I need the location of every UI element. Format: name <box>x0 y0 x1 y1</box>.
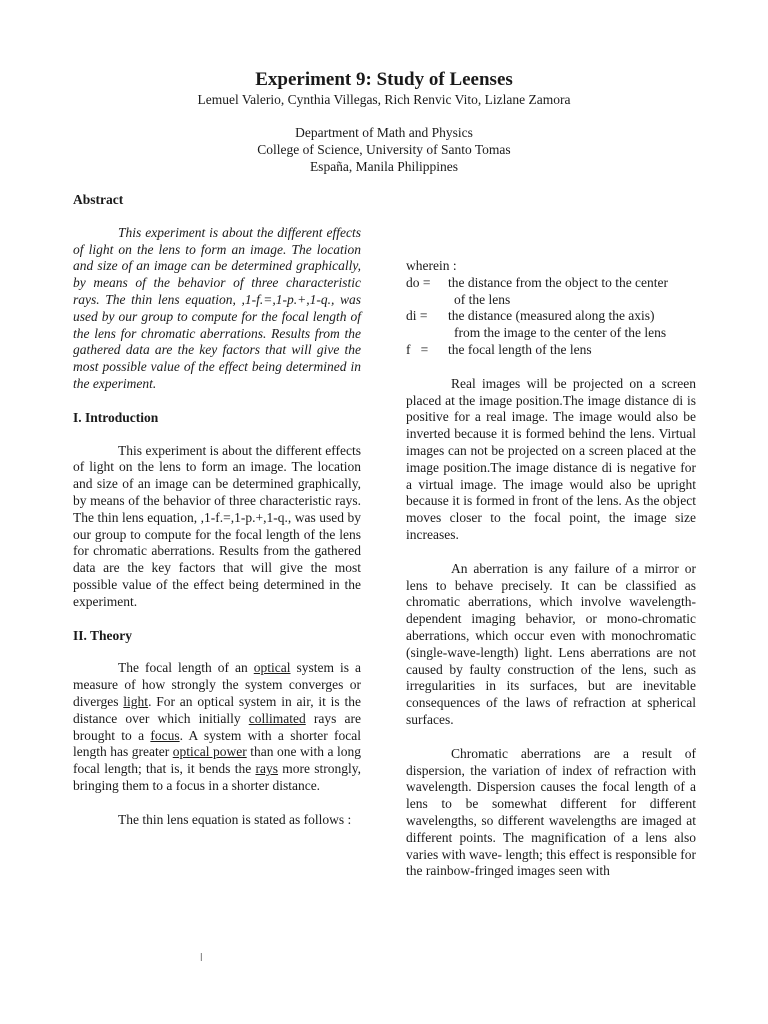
affiliation-location: España, Manila Philippines <box>309 159 459 174</box>
text-run: rays are brought to a <box>73 710 361 743</box>
text-run: . For an optical system in air, it is the distance over which initially <box>73 693 361 726</box>
link-light[interactable]: light <box>123 693 149 709</box>
abstract-heading: Abstract <box>73 192 124 207</box>
paragraph-chromatic: Chromatic aberrations are a result of dispersion, the variation of index of refraction with wavelength. Dispersion causes the focal length of a lens to be somewhat different for different wavelengths, so different wavelengths are imaged at different points. The magnification of a lens also varies with wave- length; this effect is responsible for the rainbow-fringed images seen with <box>406 745 696 879</box>
definition-continuation: from the image to the center of the lens <box>454 325 667 341</box>
introduction-text: This experiment is about the different effects of light on the lens to form an image. The location and size of an image can be determined graphically, by means of the behavior of three characteristic rays. The thin lens equation, ,1-f.=,1-p.+,1-q., was used by our group to compute for the focal length of the lens for chromatic aberrations. Results from the gathered data are the key factors that will give the most possible value of the effect being determined in the experiment. <box>73 442 361 609</box>
abstract-text: This experiment is about the different effects of light on the lens to form an image. The location and size of an image can be determined graphically, by means of the behavior of three characteristic rays. The thin lens equation, ,1-f.=,1-p.+,1-q., was used by our group to compute for the focal length of the lens for chromatic aberrations. Results from the gathered data are the key factors that will give the most possible value of the effect being determined in the experiment. <box>73 224 361 391</box>
wherein-label: wherein : <box>406 258 457 273</box>
left-column <box>73 192 361 829</box>
definition-desc: the focal length of the lens <box>448 341 592 357</box>
author-list: Lemuel Valerio, Cynthia Villegas, Rich Renvic Vito, Lizlane Zamora <box>197 92 571 107</box>
link-optical[interactable]: optical <box>253 660 291 676</box>
link-optical-power[interactable]: optical power <box>172 744 247 760</box>
definition-term: f = <box>406 341 429 357</box>
theory-paragraph-thin-lens: The thin lens equation is stated as follows : <box>118 811 352 827</box>
link-focus[interactable]: focus <box>150 727 180 743</box>
affiliation-college: College of Science, University of Santo Tomas <box>257 142 511 157</box>
paragraph-aberration: An aberration is any failure of a mirror or lens to behave precisely. It can be classified as chromatic aberrations, which involve wavelength-dependent imaging behavior, or mono-chromatic aberrations, which occur even with monochromatic (single-wave-length) light. Lens aberrations are not caused by faulty construction of the lens, such as irregularities in its surfaces, but are inevitable consequences of the laws of refraction at spherical surfaces. <box>406 560 696 727</box>
link-rays[interactable]: rays <box>255 761 278 777</box>
definition-continuation: of the lens <box>454 291 511 307</box>
definition-di <box>406 308 696 325</box>
introduction-heading: I. Introduction <box>73 409 159 425</box>
text-run: than one with a long focal length; that is, it bends the <box>73 744 361 777</box>
definition-term: di = <box>406 308 428 324</box>
definition-desc: the distance (measured along the axis) <box>448 308 655 324</box>
affiliation-block <box>0 124 768 175</box>
text-run: . A system with a shorter focal length has greater <box>73 727 361 760</box>
link-collimated[interactable]: collimated <box>248 710 306 726</box>
definition-do <box>406 275 696 292</box>
text-run: more strongly, bringing them to a focus in a shorter distance. <box>73 761 361 793</box>
text-run: The focal length of an <box>118 660 254 676</box>
definition-term: do = <box>406 274 431 290</box>
affiliation-department: Department of Math and Physics <box>295 125 473 140</box>
paper-title: Experiment 9: Study of Leenses <box>255 69 513 90</box>
right-column <box>406 258 696 880</box>
paragraph-real-images: Real images will be projected on a screen placed at the image position.The image distance di is positive for a real image. The image would also be inverted because it is formed behind the lens. Virtual images can not be projected on a screen placed at the image position.The image distance di is negative for a virtual image. The image would also be upright because it is formed in front of the lens. As the object moves closer to the focal point, the image size increases. <box>406 375 696 542</box>
footnote-mark: ǀ <box>200 950 203 964</box>
theory-paragraph-focal-length <box>73 660 361 794</box>
definition-desc: the distance from the object to the center <box>448 274 669 290</box>
definition-f <box>406 342 696 359</box>
text-run: system is a measure of how strongly the system converges or diverges <box>73 660 361 709</box>
theory-heading: II. Theory <box>73 627 133 643</box>
